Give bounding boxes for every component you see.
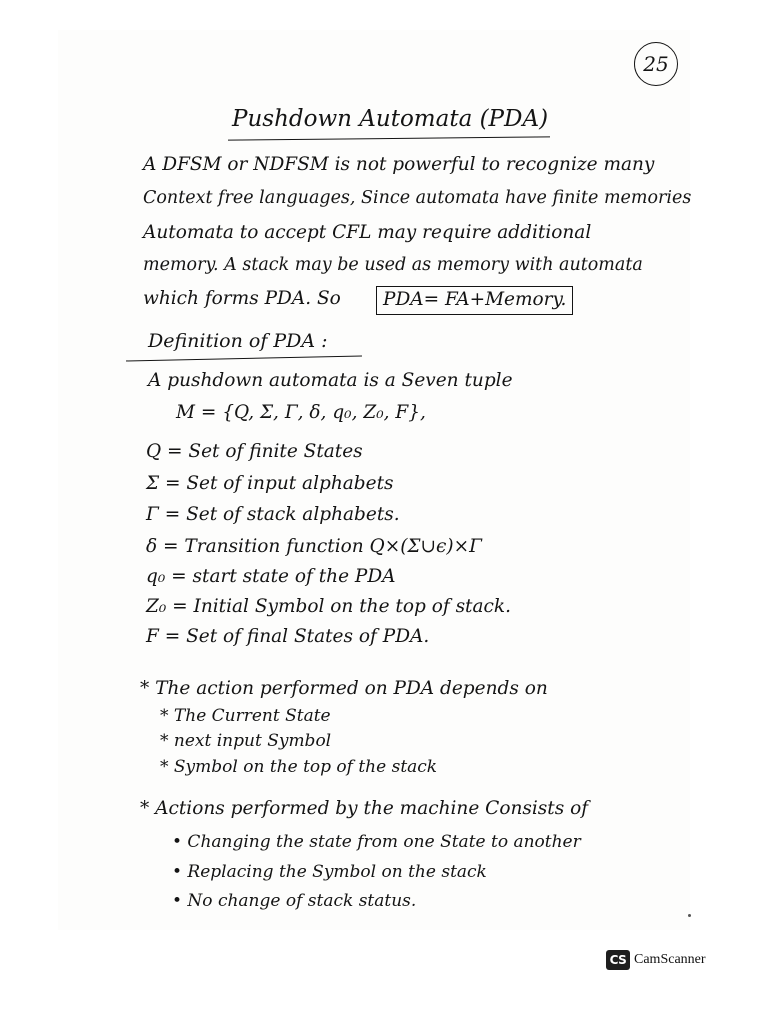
actions-on-item-1: * The Current State: [160, 706, 331, 726]
definition-q: Q = Set of finite States: [146, 441, 363, 462]
definition-heading: Definition of PDA :: [148, 330, 328, 352]
camscanner-logo-icon: CS: [606, 950, 630, 970]
machine-actions-heading: * Actions performed by the machine Consists of: [140, 798, 589, 819]
stray-mark: [688, 914, 691, 917]
machine-actions-item-2: • Replacing the Symbol on the stack: [172, 862, 487, 882]
definition-tuple: M = {Q, Σ, Γ, δ, q₀, Z₀, F},: [176, 402, 426, 423]
definition-line-1: A pushdown automata is a Seven tuple: [148, 370, 513, 391]
camscanner-watermark: [606, 950, 706, 970]
page-number: [634, 42, 678, 86]
machine-actions-item-1: • Changing the state from one State to another: [172, 832, 581, 852]
actions-on-item-3: * Symbol on the top of the stack: [160, 757, 438, 777]
intro-line-4: memory. A stack may be used as memory with automata: [143, 255, 643, 275]
definition-delta: δ = Transition function Q×(Σ∪ϵ)×Γ: [146, 536, 482, 557]
actions-on-heading: * The action performed on PDA depends on: [140, 678, 548, 699]
pda-formula-box: PDA= FA+Memory.: [376, 286, 573, 315]
intro-line-1: A DFSM or NDFSM is not powerful to recognize many: [143, 154, 655, 175]
camscanner-text: CamScanner: [634, 952, 706, 967]
page-title: Pushdown Automata (PDA): [232, 106, 549, 132]
machine-actions-item-3: • No change of stack status.: [172, 891, 417, 911]
definition-sigma: Σ = Set of input alphabets: [146, 473, 394, 494]
intro-line-2: Context free languages, Since automata have finite memories: [143, 188, 692, 208]
page-number-text: 25: [643, 52, 669, 76]
definition-gamma: Γ = Set of stack alphabets.: [146, 504, 400, 525]
intro-line-3: Automata to accept CFL may require additional: [143, 222, 592, 243]
definition-q0: q₀ = start state of the PDA: [146, 566, 396, 587]
actions-on-item-2: * next input Symbol: [160, 731, 332, 751]
definition-z0: Z₀ = Initial Symbol on the top of stack.: [146, 596, 511, 617]
definition-f: F = Set of final States of PDA.: [146, 626, 430, 647]
intro-line-5: which forms PDA. So: [143, 288, 341, 309]
